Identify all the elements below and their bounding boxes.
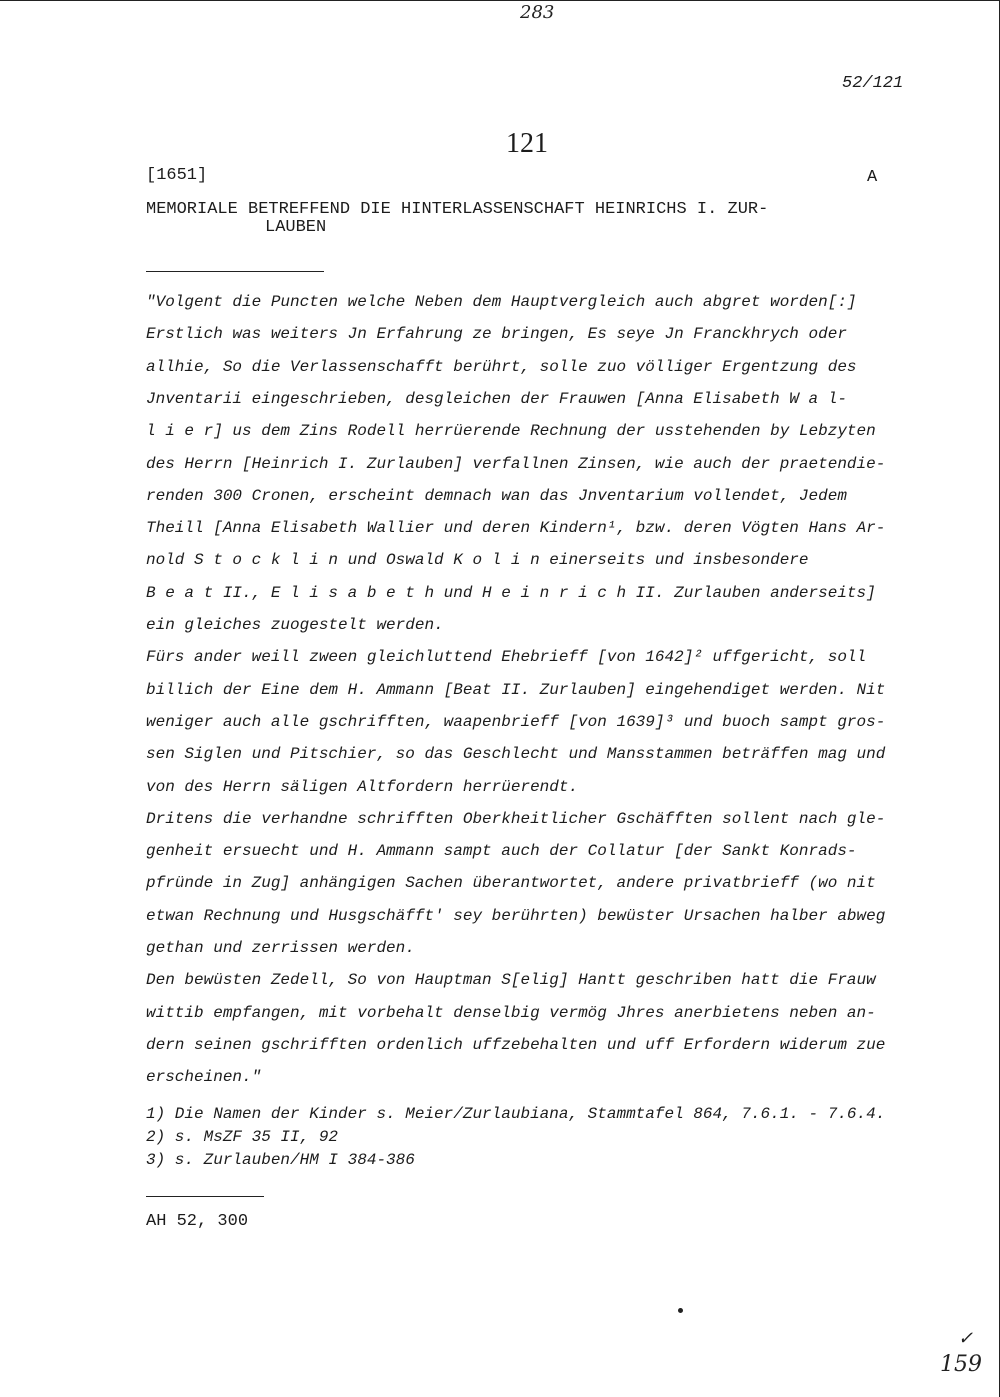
text-line: weniger auch alle gschrifften, waapenbrieff [von 1639]³ und buoch sampt gros-	[146, 713, 886, 731]
text-line: Jnventarii eingeschrieben, desgleichen der Frauwen [Anna Elisabeth W a l-	[146, 390, 847, 408]
text-line: l i e r] us dem Zins Rodell herrüerende Rechnung der usstehenden by Lebzyten	[146, 422, 876, 440]
page-border-top	[0, 0, 1000, 1]
footnote-rule	[146, 1196, 264, 1197]
text-line: gethan und zerrissen werden.	[146, 939, 415, 957]
text-line: Dritens die verhandne schrifften Oberkheitlicher Gschäfften sollent nach gle-	[146, 810, 886, 828]
text-line: pfründe in Zug] anhängigen Sachen überantwortet, andere privatbrieff (wo nit	[146, 874, 876, 892]
text-line: nold S t o c k l i n und Oswald K o l i n einerseits und insbesondere	[146, 551, 809, 569]
text-line: billich der Eine dem H. Ammann [Beat II. Zurlauben] eingehendiget werden. Nit	[146, 681, 886, 699]
text-line: etwan Rechnung und Husgschäfft' sey berührten) bewüster Ursachen halber abweg	[146, 907, 886, 925]
text-line: des Herrn [Heinrich I. Zurlauben] verfallnen Zinsen, wie auch der praetendie-	[146, 455, 886, 473]
text-line: B e a t II., E l i s a b e t h und H e i n r i c h II. Zurlauben anderseits]	[146, 584, 876, 602]
folio-number: 52/121	[842, 74, 904, 93]
text-line: ein gleiches zuogestelt werden.	[146, 616, 444, 634]
text-line: erscheinen."	[146, 1068, 262, 1086]
text-line: wittib empfangen, mit vorbehalt denselbig vermög Jhres anerbietens neben an-	[146, 1004, 876, 1022]
text-line: Theill [Anna Elisabeth Wallier und deren Kindern¹, bzw. deren Vögten Hans Ar-	[146, 519, 886, 537]
text-line: Den bewüsten Zedell, So von Hauptman S[elig] Hantt geschriben hatt die Frauw	[146, 971, 876, 989]
text-line: von des Herrn säligen Altfordern herrüerendt.	[146, 778, 579, 796]
footnote-2: 2) s. MsZF 35 II, 92	[146, 1128, 339, 1146]
document-title-line-2: LAUBEN	[265, 218, 327, 237]
footnote-3: 3) s. Zurlauben/HM I 384-386	[146, 1151, 415, 1169]
archive-mark-top: 283	[520, 2, 555, 23]
text-line: sen Siglen und Pitschier, so das Geschlecht und Mansstammen beträffen mag und	[146, 745, 886, 763]
text-line: renden 300 Cronen, erscheint demnach wan das Jnventarium vollendet, Jedem	[146, 487, 847, 505]
title-rule	[146, 271, 324, 272]
document-date: [1651]	[146, 166, 208, 185]
document-title-line-1: MEMORIALE BETREFFEND DIE HINTERLASSENSCHAFT HEINRICHS I. ZUR-	[146, 200, 769, 219]
source-reference: AH 52, 300	[146, 1212, 249, 1231]
text-line: Erstlich was weiters Jn Erfahrung ze bringen, Es seye Jn Franckhrych oder	[146, 325, 847, 343]
text-line: genheit ersuecht und H. Ammann sampt auch der Collatur [der Sankt Konrads-	[146, 842, 857, 860]
document-letter: A	[867, 168, 878, 187]
text-line: allhie, So die Verlassenschafft berührt, solle zuo völliger Ergentzung des	[146, 358, 857, 376]
text-line: Fürs ander weill zween gleichluttend Ehebrieff [von 1642]² uffgericht, soll	[146, 648, 867, 666]
text-line: dern seinen gschrifften ordenlich uffzebehalten und uff Erfordern widerum zue	[146, 1036, 886, 1054]
check-mark: ✓	[958, 1328, 974, 1349]
margin-number: 159	[940, 1352, 982, 1377]
text-line: "Volgent die Puncten welche Neben dem Hauptvergleich auch abgret worden[:]	[146, 293, 857, 311]
footnote-1: 1) Die Namen der Kinder s. Meier/Zurlaubiana, Stammtafel 864, 7.6.1. - 7.6.4.	[146, 1105, 886, 1123]
document-number: 121	[506, 128, 548, 159]
ink-dot	[678, 1308, 683, 1313]
